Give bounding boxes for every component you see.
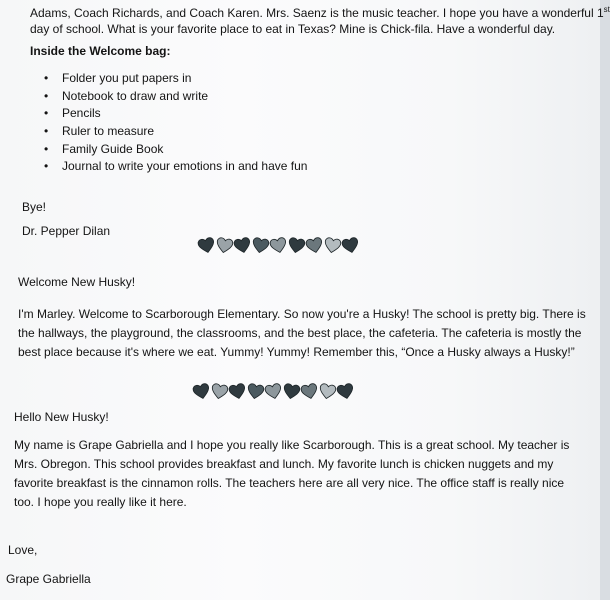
heart-icon <box>216 237 233 254</box>
list-item-label: Family Guide Book <box>62 141 164 156</box>
intro-paragraph <box>30 2 610 37</box>
heart-icon <box>324 237 341 254</box>
list-item-label: Notebook to draw and write <box>62 88 209 103</box>
heart-icon <box>252 237 269 254</box>
letter3-greeting: Hello New Husky! <box>14 410 109 424</box>
list-item <box>28 88 307 106</box>
heart-icon <box>319 383 336 400</box>
letter2-greeting: Welcome New Husky! <box>18 275 136 289</box>
list-item-label: Folder you put papers in <box>62 71 192 85</box>
bye-text: Bye! <box>22 200 47 214</box>
heart-icon <box>342 237 359 254</box>
signature-grape-gabriella: Grape Gabriella <box>6 572 91 586</box>
list-item <box>28 70 307 88</box>
bullet-icon: • <box>44 124 49 139</box>
heart-icon <box>306 237 323 254</box>
heart-divider <box>198 237 359 254</box>
heart-icon <box>301 383 318 400</box>
heart-divider <box>193 383 354 400</box>
heart-icon <box>198 237 215 254</box>
welcome-bag-heading: Inside the Welcome bag: <box>30 44 171 58</box>
letter2-body: I'm Marley. Welcome to Scarborough Elementary. So now you're a Husky! The school is pretty big. There is the hallways, the playground, the classrooms, and the best place, the cafeteria. The cafeteria is mostly the best place because it's where we eat. Yummy! Yummy! Remember this, “Once a Husky always a Husky!” <box>18 307 586 359</box>
welcome-bag-list <box>28 70 307 176</box>
heart-icon <box>211 383 228 400</box>
heart-icon <box>229 383 246 400</box>
intro-line-1: Adams, Coach Richards, and Coach Karen. Mrs. Saenz is the music teacher. I hope you have a wonderful 1 <box>30 6 604 20</box>
bullet-icon: • <box>44 141 49 156</box>
list-item-label: Journal to write your emotions in and have fun <box>62 159 308 174</box>
list-item <box>28 158 307 176</box>
heart-icon <box>193 383 210 400</box>
heart-icon <box>247 383 264 400</box>
superscript-st: st <box>603 5 610 14</box>
list-item <box>28 105 307 123</box>
heart-icon <box>270 237 287 254</box>
bullet-icon: • <box>44 159 49 174</box>
bullet-icon: • <box>44 71 49 85</box>
list-item <box>28 123 307 141</box>
list-item <box>28 141 307 159</box>
letter3-closing: Love, <box>8 543 38 557</box>
heart-icon <box>265 383 282 400</box>
heart-icon <box>288 237 305 254</box>
list-item-label: Ruler to measure <box>62 124 155 139</box>
intro-line-2: day of school. What is your favorite place to eat in Texas? Mine is Chick-fila. Have a wonderful day. <box>30 22 556 36</box>
bullet-icon: • <box>44 88 49 103</box>
bullet-icon: • <box>44 106 49 121</box>
heart-icon <box>337 383 354 400</box>
letter3-body: My name is Grape Gabriella and I hope you really like Scarborough. This is a great school. My teacher is Mrs. Obregon. This school provides breakfast and lunch. My favorite lunch is chicken nuggets and my favorite breakfast is the cinnamon rolls. The teachers here are all very nice. The office staff is really nice too. I hope you really like it here. <box>14 438 570 509</box>
heart-icon <box>234 237 251 254</box>
list-item-label: Pencils <box>62 106 101 121</box>
heart-icon <box>283 383 300 400</box>
signature-dr-pepper: Dr. Pepper Dilan <box>22 224 111 238</box>
